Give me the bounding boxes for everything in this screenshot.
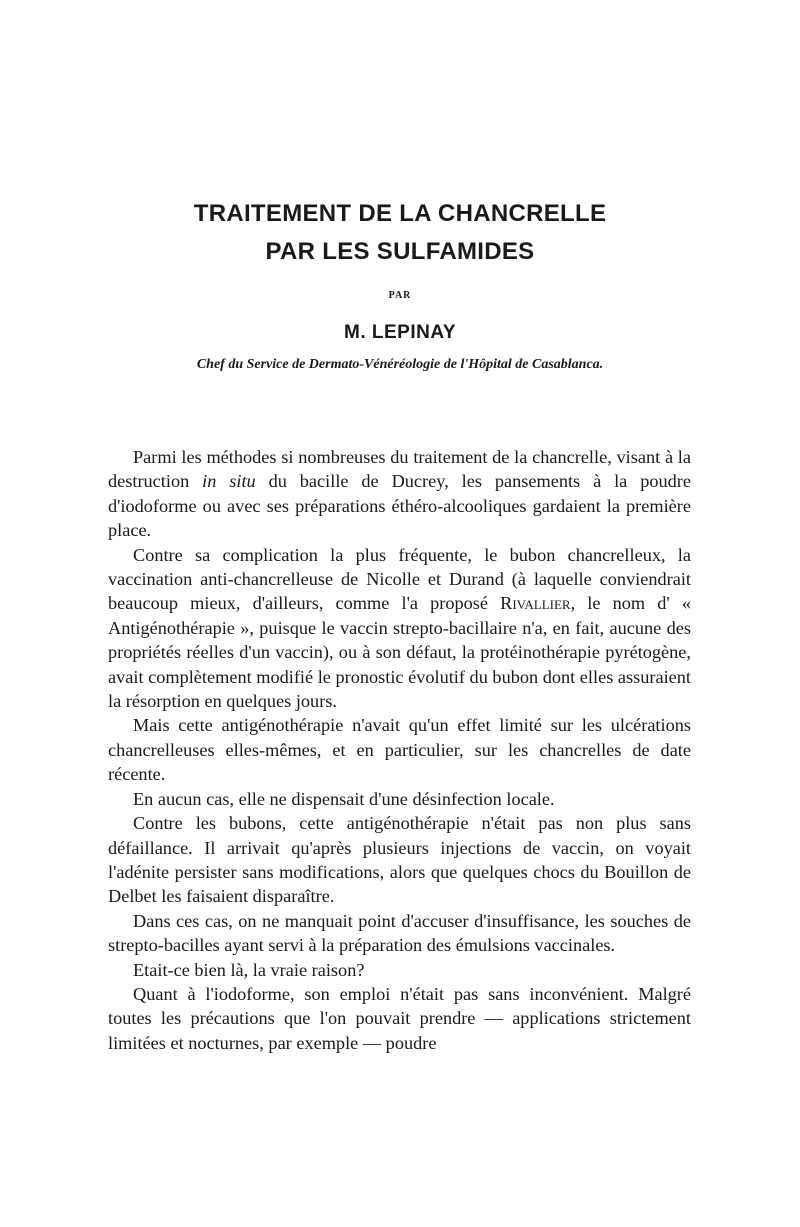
paragraph-1-end: du bacille de Ducrey, les pansements à la poudre d'iodoforme ou avec ses préparations éthéro-alcooliques gardaient la première place. <box>108 471 691 541</box>
paragraph-4: En aucun cas, elle ne dispensait d'une désinfection locale. <box>133 788 555 809</box>
paragraph-1 <box>108 445 691 543</box>
byline-par: PAR <box>388 290 412 301</box>
paragraph-5: Contre les bubons, cette antigénothérapie n'était pas non plus sans défaillance. Il arrivait qu'après plusieurs injections de vaccin, on voyait l'adénite persister sans modifications, alors que quelques chocs du Bouillon de Delbet les faisaient disparaître. <box>108 813 691 907</box>
paragraph-2 <box>108 543 691 714</box>
paragraph-2-end: , le nom d' « Antigénothérapie », puisque le vaccin strepto-bacillaire n'a, en fait, aucune des propriétés réelles d'un vaccin), ou à son défaut, la protéinothérapie pyrétogène, avait complètement modifié le pronostic évolutif du bubon dont elles assuraient la résorption en quelques jours. <box>108 593 691 712</box>
author-affiliation: Chef du Service de Dermato-Vénéréologie de l'Hôpital de Casablanca. <box>196 357 604 372</box>
author-name: M. LEPINAY <box>344 322 456 343</box>
article-title-line-1: TRAITEMENT DE LA CHANCRELLE <box>193 200 607 227</box>
paragraph-8: Quant à l'iodoforme, son emploi n'était pas sans inconvénient. Malgré toutes les précautions que l'on pouvait prendre — applications strictement limitées et nocturnes, par exemple — poudre <box>108 983 691 1053</box>
paragraph-6: Dans ces cas, on ne manquait point d'accuser d'insuffisance, les souches de strepto-bacilles ayant servi à la préparation des émulsions vaccinales. <box>108 910 691 956</box>
paragraph-2-text: Contre sa complication la plus fréquente, le bubon chancrelleux, la vaccination anti-chancrelleuse de Nicolle et Durand (à laquelle conviendrait beaucoup mieux, d'ailleurs, comme l'a proposé <box>108 544 691 614</box>
article-body <box>108 445 691 1055</box>
paragraph-1-text: Parmi les méthodes si nombreuses du traitement de la chancrelle, visant à la destruction <box>108 447 691 492</box>
article-title-line-2: PAR LES SULFAMIDES <box>265 238 535 265</box>
paragraph-1-italic: in situ <box>202 471 256 492</box>
paragraph-2-smallcaps: Rivallier <box>500 593 571 614</box>
paragraph-3: Mais cette antigénothérapie n'avait qu'un effet limité sur les ulcérations chancrelleuses elles-mêmes, et en particulier, sur les chancrelles de date récente. <box>108 715 691 785</box>
paragraph-7: Etait-ce bien là, la vraie raison? <box>133 959 365 980</box>
